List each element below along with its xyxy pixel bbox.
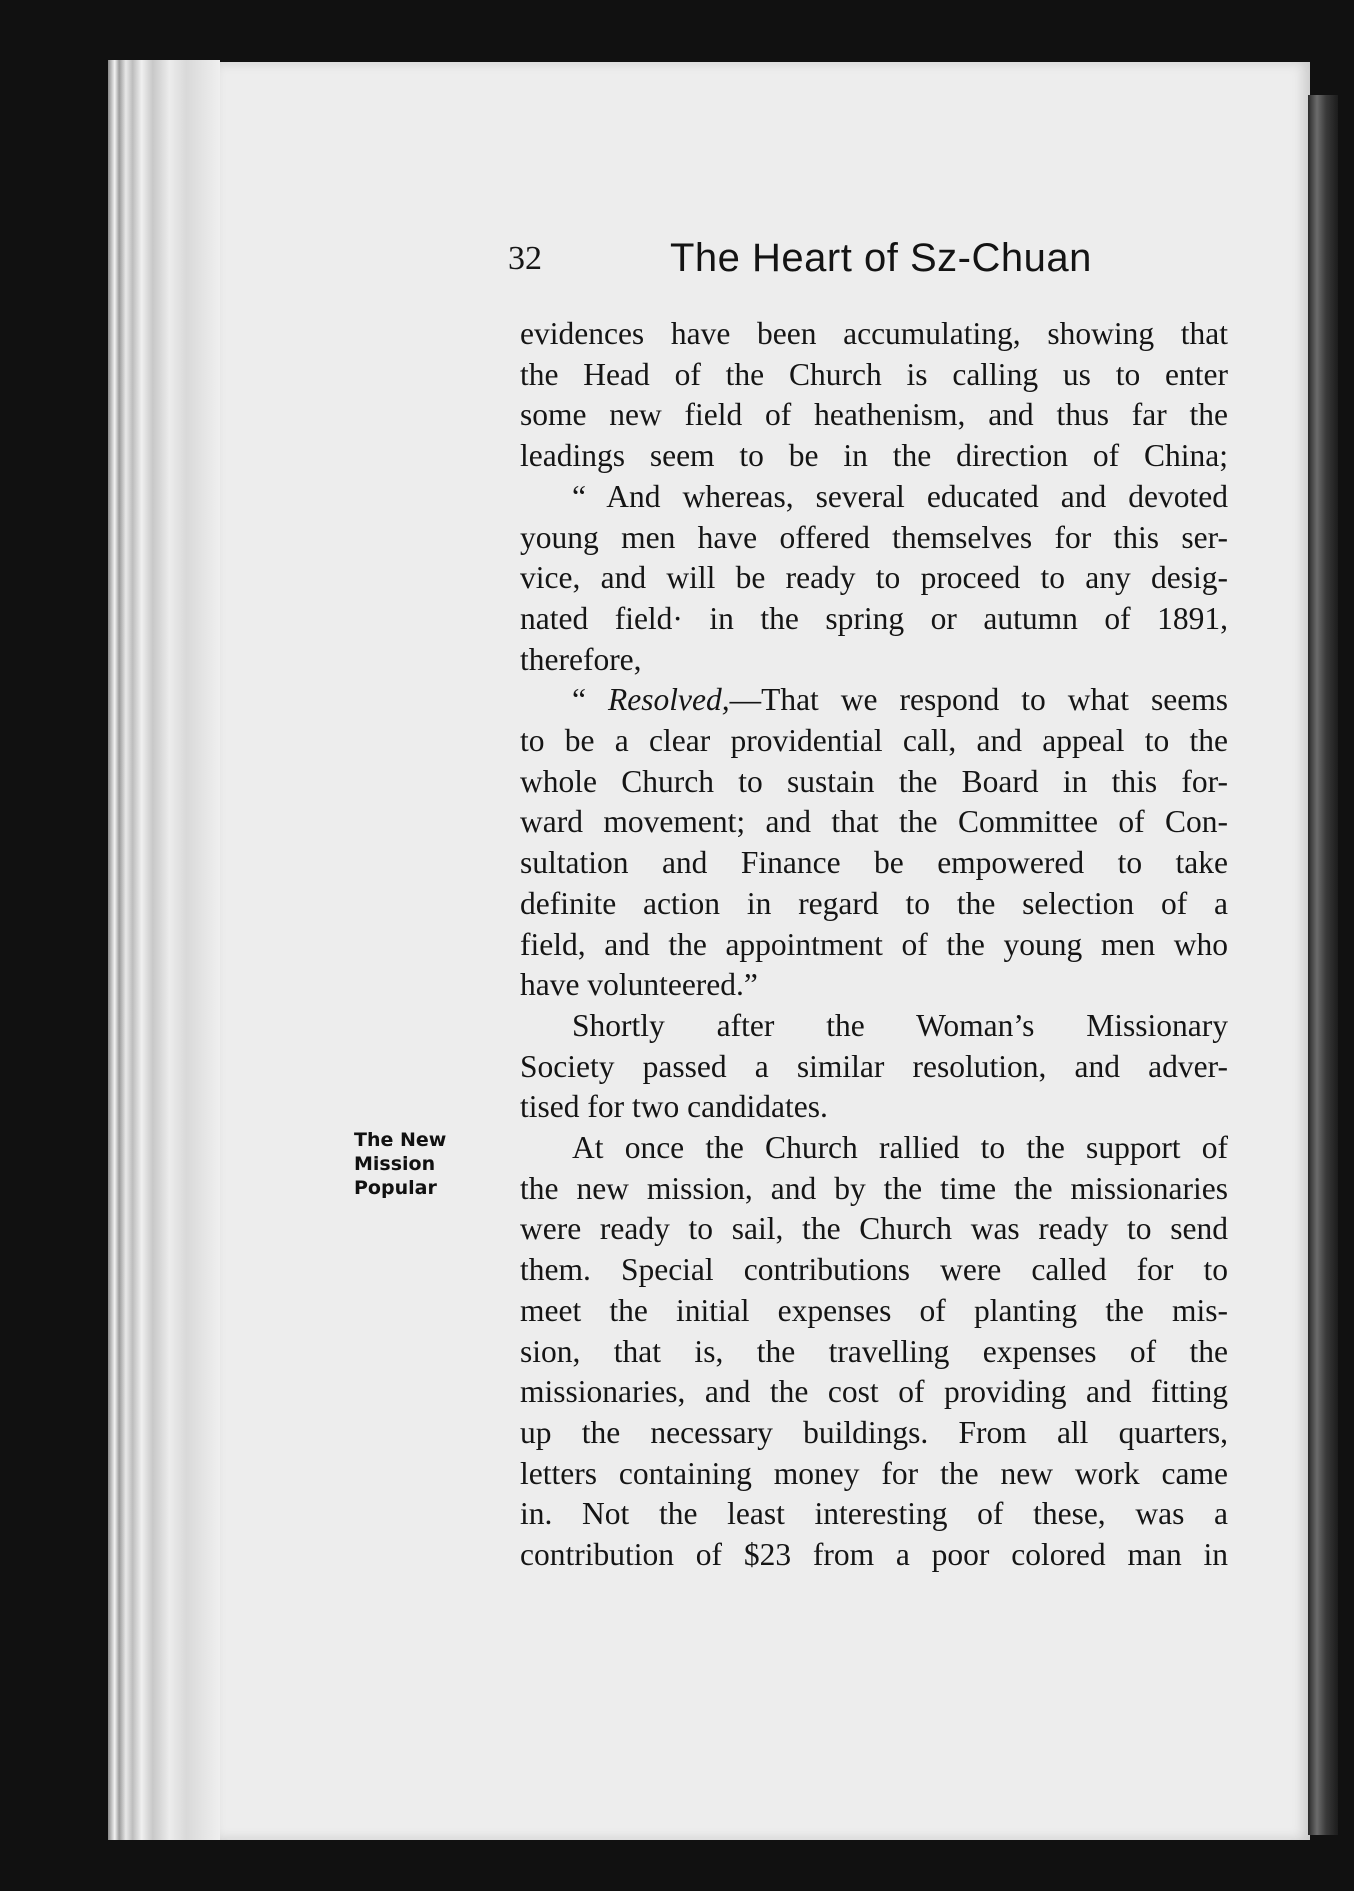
sidenote-line: The New [354,1129,447,1151]
sidenote-line: Mission [354,1153,436,1175]
text-line: them. Special contributions were called for to [520,1252,1228,1288]
text-line: contribution of $23 from a poor colored man in [520,1537,1228,1573]
text-line: Society passed a similar resolution, and adver- [520,1048,1228,1084]
text-line: sultation and Finance be empowered to take [520,845,1228,881]
text-line: therefore, [520,641,642,677]
text-line: up the necessary buildings. From all quarters, [520,1414,1228,1450]
text-line: Shortly after the Woman’s Missionary [572,1007,1228,1043]
text-line: in. Not the least interesting of these, was a [520,1496,1228,1532]
text-line: sion, that is, the travelling expenses of the [520,1333,1228,1369]
book-spine-shadow [1308,95,1338,1835]
text-line: leadings seem to be in the direction of China; [520,438,1228,474]
text-line: tised for two candidates. [520,1089,828,1125]
text-line: vice, and will be ready to proceed to any desig- [520,560,1228,596]
page-stack-edge [108,60,220,1840]
text-line: “ And whereas, several educated and devoted [572,478,1228,514]
page-number: 32 [508,240,542,277]
text-line: the Head of the Church is calling us to enter [520,356,1228,392]
text-line: “ Resolved,—That we respond to what seems [572,682,1229,718]
text-line: whole Church to sustain the Board in this for- [520,763,1228,799]
text-line: have volunteered.” [520,967,758,1003]
sidenote-line: Popular [354,1177,437,1199]
body-text [520,314,1228,1576]
text-line: young men have offered themselves for this ser- [520,519,1228,555]
text-line: the new mission, and by the time the missionaries [520,1170,1228,1206]
margin-sidenote [354,1128,474,1200]
text-line: missionaries, and the cost of providing and fitting [520,1374,1228,1410]
text-line: evidences have been accumulating, showing that [520,316,1228,351]
text-line: some new field of heathenism, and thus far the [520,397,1228,433]
text-line: meet the initial expenses of planting the mis- [520,1292,1228,1328]
text-line: definite action in regard to the selection of a [520,885,1228,921]
text-line: to be a clear providential call, and appeal to the [520,723,1228,759]
text-line: At once the Church rallied to the support of [572,1130,1228,1166]
text-line: letters containing money for the new work came [520,1455,1228,1491]
text-line: ward movement; and that the Committee of Con- [520,804,1228,840]
text-line: nated field· in the spring or autumn of 1891, [520,600,1228,636]
text-line: were ready to sail, the Church was ready to send [520,1211,1228,1247]
text-line: field, and the appointment of the young men who [520,926,1228,962]
running-head-title: The Heart of Sz-Chuan [670,236,1092,280]
